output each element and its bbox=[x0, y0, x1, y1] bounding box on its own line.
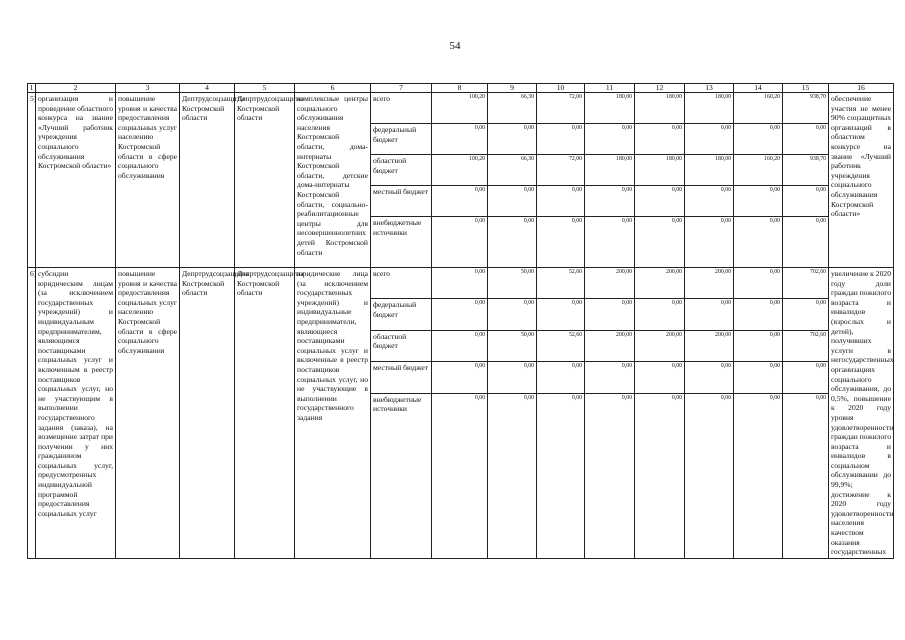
funding-value: 0,00 bbox=[432, 393, 488, 558]
col-header-12: 12 bbox=[635, 84, 685, 93]
funding-value: 0,00 bbox=[734, 299, 783, 330]
funding-source: федеральный бюджет bbox=[371, 124, 432, 155]
funding-source: всего bbox=[371, 268, 432, 299]
funding-value: 160,20 bbox=[734, 93, 783, 124]
col-header-7: 7 bbox=[371, 84, 432, 93]
funding-value: 0,00 bbox=[432, 330, 488, 361]
funding-value: 200,00 bbox=[635, 268, 685, 299]
funding-value: 0,00 bbox=[432, 124, 488, 155]
funding-value: 0,00 bbox=[488, 299, 537, 330]
funding-value: 180,00 bbox=[685, 93, 734, 124]
funding-value: 180,00 bbox=[585, 155, 635, 186]
funding-value: 200,00 bbox=[685, 268, 734, 299]
funding-value: 0,00 bbox=[488, 362, 537, 393]
funding-total: 0,00 bbox=[783, 124, 829, 155]
funding-value: 0,00 bbox=[734, 362, 783, 393]
col-header-10: 10 bbox=[537, 84, 585, 93]
funding-value: 50,00 bbox=[488, 330, 537, 361]
funding-value: 0,00 bbox=[585, 124, 635, 155]
funding-value: 0,00 bbox=[488, 124, 537, 155]
col-header-9: 9 bbox=[488, 84, 537, 93]
funding-value: 0,00 bbox=[635, 299, 685, 330]
funding-value: 200,00 bbox=[635, 330, 685, 361]
funding-value: 180,00 bbox=[635, 155, 685, 186]
funding-value: 200,00 bbox=[585, 330, 635, 361]
funding-value: 0,00 bbox=[685, 217, 734, 268]
activity-goal: повышение уровня и качества предоставления социальных услуг населению Костромской области в сфере социального обслуживания bbox=[116, 268, 180, 559]
table-row bbox=[28, 93, 894, 124]
funding-value: 0,00 bbox=[537, 217, 585, 268]
funding-source: федеральный бюджет bbox=[371, 299, 432, 330]
responsible-executor: Дептрудсоцзащиты Костромской области bbox=[180, 93, 235, 268]
funding-value: 0,00 bbox=[537, 299, 585, 330]
funding-value: 0,00 bbox=[734, 217, 783, 268]
funding-value: 0,00 bbox=[635, 217, 685, 268]
funding-value: 0,00 bbox=[685, 362, 734, 393]
program-activities-table bbox=[27, 83, 894, 559]
activity-name: субсидии юридическим лицам (за исключением государственных учреждений) и индивидуальным предпринимателям, являющимся поставщиками социальных услуг и включенным в реестр поставщиков социальных услуг, но не участвующим в выполнении государственного задания (заказа), на возмещение затрат при получении у них гражданином социальных услуг, предусмотренных индивидуальной программой предоставления социальных услуг bbox=[36, 268, 116, 559]
funding-value: 0,00 bbox=[734, 268, 783, 299]
col-header-15: 15 bbox=[783, 84, 829, 93]
funding-source: внебюджетные источники bbox=[371, 217, 432, 268]
funding-value: 0,00 bbox=[488, 186, 537, 217]
funding-value: 0,00 bbox=[685, 124, 734, 155]
page-number: 54 bbox=[449, 40, 461, 52]
funding-value: 0,00 bbox=[734, 393, 783, 558]
funding-value: 0,00 bbox=[585, 217, 635, 268]
funding-value: 0,00 bbox=[432, 268, 488, 299]
funding-value: 0,00 bbox=[685, 299, 734, 330]
col-header-16: 16 bbox=[829, 84, 894, 93]
funding-value: 0,00 bbox=[635, 393, 685, 558]
funding-value: 100,20 bbox=[432, 155, 488, 186]
funding-value: 0,00 bbox=[537, 362, 585, 393]
funding-value: 0,00 bbox=[585, 362, 635, 393]
funding-value: 0,00 bbox=[734, 330, 783, 361]
funding-value: 0,00 bbox=[734, 124, 783, 155]
responsible-executor: Депртрудсоцзащиты Костромской области bbox=[180, 268, 235, 559]
activity-goal: повышение уровня и качества предоставления социальных услуг населению Костромской области в сфере социального обслуживания bbox=[116, 93, 180, 268]
funding-value: 200,00 bbox=[685, 330, 734, 361]
funding-value: 0,00 bbox=[488, 217, 537, 268]
table-row bbox=[28, 268, 894, 299]
funding-total: 0,00 bbox=[783, 186, 829, 217]
funding-value: 72,00 bbox=[537, 93, 585, 124]
co-executor: Депртрудсоцзащиты Костромской области bbox=[235, 93, 295, 268]
funding-value: 180,00 bbox=[585, 93, 635, 124]
col-header-13: 13 bbox=[685, 84, 734, 93]
funding-value: 52,60 bbox=[537, 268, 585, 299]
participants: юридические лица (за исключением государственных учреждений) и индивидуальные предприниматели, являющиеся поставщиками социальных услуг и включенные в реестр поставщиков социальных услуг, но не участвующие в выполнении государственного задания bbox=[295, 268, 371, 559]
funding-value: 0,00 bbox=[734, 186, 783, 217]
funding-total: 0,00 bbox=[783, 362, 829, 393]
funding-value: 0,00 bbox=[635, 362, 685, 393]
funding-value: 160,20 bbox=[734, 155, 783, 186]
funding-value: 0,00 bbox=[585, 393, 635, 558]
funding-value: 180,00 bbox=[635, 93, 685, 124]
co-executor: Депртрудсоцзащиты Костромской области bbox=[235, 268, 295, 559]
col-header-3: 3 bbox=[116, 84, 180, 93]
funding-value: 0,00 bbox=[585, 186, 635, 217]
row-number: 5) bbox=[28, 93, 36, 268]
col-header-6: 6 bbox=[295, 84, 371, 93]
funding-source: всего bbox=[371, 93, 432, 124]
funding-value: 0,00 bbox=[635, 186, 685, 217]
column-number-row bbox=[28, 84, 894, 93]
funding-total: 0,00 bbox=[783, 393, 829, 558]
col-header-11: 11 bbox=[585, 84, 635, 93]
funding-value: 0,00 bbox=[432, 186, 488, 217]
funding-source: местный бюджет bbox=[371, 362, 432, 393]
funding-value: 0,00 bbox=[537, 186, 585, 217]
expected-result: обеспечение участия не менее 90% соцзащитных организаций в областном конкурсе на звание «Лучший работник учреждения социального обслуживания Костромской области» bbox=[829, 93, 894, 268]
col-header-14: 14 bbox=[734, 84, 783, 93]
funding-value: 52,60 bbox=[537, 330, 585, 361]
funding-value: 0,00 bbox=[432, 217, 488, 268]
funding-value: 0,00 bbox=[432, 362, 488, 393]
funding-value: 100,20 bbox=[432, 93, 488, 124]
funding-value: 180,00 bbox=[685, 155, 734, 186]
funding-source: областной бюджет bbox=[371, 330, 432, 361]
expected-result: увеличение к 2020 году доли граждан пожилого возраста и инвалидов (взрослых и детей), получивших услуги в негосударственных организациях социального обслуживания, до 0,5%, повышение к 2020 году уровня удовлетворенности граждан пожилого возраста и инвалидов в социальном обслуживании до 99,9%; достижение к 2020 году удовлетворенности населения качеством оказания государственных bbox=[829, 268, 894, 559]
col-header-4: 4 bbox=[180, 84, 235, 93]
col-header-2: 2 bbox=[36, 84, 116, 93]
funding-source: областной бюджет bbox=[371, 155, 432, 186]
funding-value: 0,00 bbox=[685, 186, 734, 217]
funding-value: 0,00 bbox=[685, 393, 734, 558]
funding-total: 702,60 bbox=[783, 268, 829, 299]
funding-total: 0,00 bbox=[783, 217, 829, 268]
funding-value: 0,00 bbox=[537, 124, 585, 155]
funding-total: 938,70 bbox=[783, 93, 829, 124]
funding-value: 66,30 bbox=[488, 155, 537, 186]
activity-name: организация и проведение областного конкурса на звание «Лучший работник учреждения социального обслуживания Костромской области» bbox=[36, 93, 116, 268]
funding-value: 0,00 bbox=[488, 393, 537, 558]
col-header-8: 8 bbox=[432, 84, 488, 93]
col-header-5: 5 bbox=[235, 84, 295, 93]
funding-total: 938,70 bbox=[783, 155, 829, 186]
funding-source: внебюджетные источники bbox=[371, 393, 432, 558]
funding-total: 702,60 bbox=[783, 330, 829, 361]
funding-value: 72,00 bbox=[537, 155, 585, 186]
funding-value: 66,30 bbox=[488, 93, 537, 124]
funding-total: 0,00 bbox=[783, 299, 829, 330]
funding-value: 50,00 bbox=[488, 268, 537, 299]
funding-value: 200,00 bbox=[585, 268, 635, 299]
funding-value: 0,00 bbox=[432, 299, 488, 330]
row-number: 6) bbox=[28, 268, 36, 559]
funding-value: 0,00 bbox=[585, 299, 635, 330]
funding-value: 0,00 bbox=[537, 393, 585, 558]
funding-source: местный бюджет bbox=[371, 186, 432, 217]
col-header-1: 1 bbox=[28, 84, 36, 93]
funding-value: 0,00 bbox=[635, 124, 685, 155]
participants: комплексные центры социального обслуживания населения Костромской области, дома-интернаты Костромской области, детские дома-интернаты Костромской области, социально-реабилитационные центры для несовершеннолетних детей Костромской области bbox=[295, 93, 371, 268]
